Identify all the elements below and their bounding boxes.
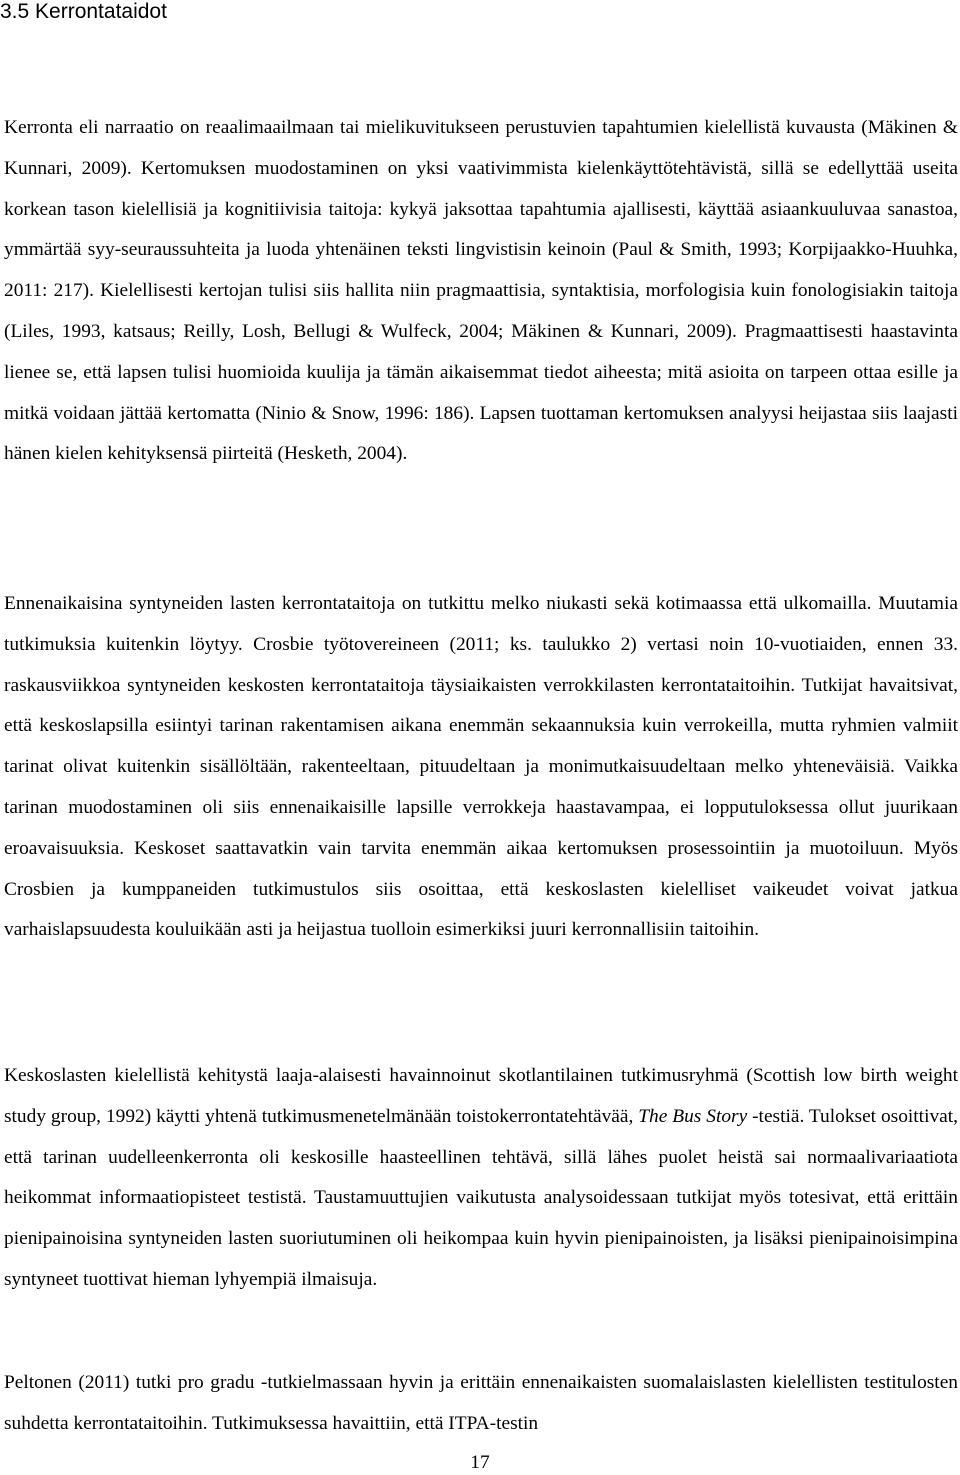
paragraph-3-text-after: -testiä. Tulokset osoittivat, että tarinan uudelleenkerronta oli keskosille haasteellinen tehtävä, sillä lähes puolet heistä sai normaalivariaatiota heikommat informaatiopisteet testistä. Taustamuuttujien vaikutusta analysoidessaan tutkijat myös totesivat, että erittäin pienipainoisina syntyneiden lasten suoriutuminen oli heikompaa kuin hyvin pienipainoisten, ja lisäksi pienipainoisimpina syntyneet tuottivat hieman lyhyempiä ilmaisuja. bbox=[4, 1105, 958, 1290]
paragraph-2: Ennenaikaisina syntyneiden lasten kerrontataitoja on tutkittu melko niukasti sekä kotimaassa että ulkomailla. Muutamia tutkimuksia kuitenkin löytyy. Crosbie työtovereineen (2011; ks. taulukko 2) vertasi noin 10-vuotiaiden, ennen 33. raskausviikkoa syntyneiden keskosten kerrontataitoja täysiaikaisten verrokkilasten kerrontataitoihin. Tutkijat havaitsivat, että keskoslapsilla esiintyi tarinan rakentamisen aikana enemmän sekaannuksia kuin verrokeilla, mutta ryhmien valmiit tarinat olivat kuitenkin sisällöltään, rakenteeltaan, pituudeltaan ja monimutkaisuudeltaan melko yhteneväisiä. Vaikka tarinan muodostaminen oli siis ennenaikaisille lapsille verrokkeja haastavampaa, ei lopputuloksessa ollut juurikaan eroavaisuuksia. Keskoset saattavatkin vain tarvita enemmän aikaa kertomuksen prosessointiin ja muotoiluun. Myös Crosbien ja kumppaneiden tutkimustulos siis osoittaa, että keskoslasten kielelliset vaikeudet voivat jatkua varhaislapsuudesta kouluikään asti ja heijastua tuolloin esimerkiksi juuri kerronnallisiin taitoihin. bbox=[4, 593, 958, 941]
paragraph-3 bbox=[4, 1056, 958, 1301]
paragraph-1: Kerronta eli narraatio on reaalimaailmaan tai mielikuvitukseen perustuvien tapahtumien kielellistä kuvausta (Mäkinen & Kunnari, 2009). Kertomuksen muodostaminen on yksi vaativimmista kielenkäyttötehtävistä, sillä se edellyttää useita korkean tason kielellisiä ja kognitiivisia taitoja: kykyä jaksottaa tapahtumia ajallisesti, käyttää asiaankuuluvaa sanastoa, ymmärtää syy-seuraussuhteita ja luoda yhtenäinen teksti lingvistisin keinoin (Paul & Smith, 1993; Korpijaakko-Huuhka, 2011: 217). Kielellisesti kertojan tulisi siis hallita niin pragmaattisia, syntaktisia, morfologisia kuin fonologisiakin taitoja (Liles, 1993, katsaus; Reilly, Losh, Bellugi & Wulfeck, 2004; Mäkinen & Kunnari, 2009). Pragmaattisesti haastavinta lienee se, että lapsen tulisi huomioida kuulija ja tämän aikaisemmat tiedot aiheesta; mitä asioita on tarpeen ottaa esille ja mitkä voidaan jättää kertomatta (Ninio & Snow, 1996: 186). Lapsen tuottaman kertomuksen analyysi heijastaa siis laajasti hänen kielen kehityksensä piirteitä (Hesketh, 2004). bbox=[4, 117, 958, 465]
paragraph-4: Peltonen (2011) tutki pro gradu -tutkielmassaan hyvin ja erittäin ennenaikaisten suomalaislasten kielellisten testitulosten suhdetta kerrontataitoihin. Tutkimuksessa havaittiin, että ITPA-testin bbox=[4, 1372, 958, 1434]
paragraph-3-text-before: Keskoslasten kielellistä kehitystä laaja-alaisesti havainnoinut skotlantilainen tutkimusryhmä (Scottish low birth weight study group, 1992) käytti yhtenä tutkimusmenetelmänään toistokerrontatehtävää, bbox=[4, 1065, 958, 1127]
page-number: 17 bbox=[470, 1452, 490, 1473]
section-heading: 3.5 Kerrontataidot bbox=[0, 0, 167, 23]
test-name-italic: The Bus Story bbox=[638, 1105, 748, 1127]
